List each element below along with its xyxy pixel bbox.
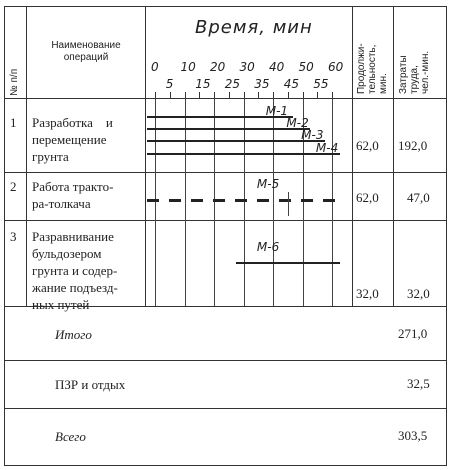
pzr-value: 32,5 [407, 376, 430, 391]
border-left [4, 6, 5, 466]
operation-header [30, 40, 142, 64]
operation-name-line: бульдозером [32, 246, 102, 261]
labor-value: 47,0 [407, 190, 430, 205]
gantt-bar-dash [279, 199, 291, 202]
duration-header-line2: тельность, [367, 44, 378, 94]
gantt-bar-dash [301, 199, 313, 202]
grand-total-label: Всего [55, 429, 86, 444]
row-num: 2 [10, 179, 17, 194]
gantt-gridline [332, 98, 333, 306]
header-divider [4, 98, 447, 99]
duration-header-line3: мин. [378, 73, 389, 94]
col-divider-num [26, 6, 27, 306]
labor-value: 192,0 [398, 138, 428, 153]
num-header: № п/п [9, 68, 20, 96]
border-right [446, 6, 447, 466]
labor-value: 32,0 [407, 286, 430, 301]
col-divider-duration [352, 6, 353, 306]
operation-name-line: перемещение [32, 132, 107, 147]
labor-header-line2: труда, [409, 65, 420, 94]
gantt-connector [288, 192, 289, 216]
tick-label-45: 45 [283, 77, 300, 91]
operation-name-line: Разравнивание [32, 229, 114, 244]
tick-label-30: 30 [239, 60, 255, 74]
tick-label-60: 60 [328, 60, 344, 74]
gantt-bar-dash [147, 199, 159, 202]
gantt-bar-label: М-6 [256, 240, 280, 254]
labor-header-line3: чел.-мин. [420, 50, 431, 94]
tick-label-5: 5 [165, 77, 174, 91]
gantt-bar-dash [169, 199, 181, 202]
tick-label-35: 35 [254, 77, 270, 91]
row-num: 3 [10, 229, 17, 244]
tick-mark [229, 92, 230, 98]
col-divider-name [145, 6, 146, 306]
operation-name-line: ра-толкача [32, 196, 91, 211]
operation-name [32, 178, 144, 212]
total2-divider [4, 408, 447, 409]
tick-label-40: 40 [269, 60, 285, 74]
gantt-bar-label: М-1 [265, 104, 289, 118]
gantt-bar [147, 153, 340, 155]
tick-label-0: 0 [151, 60, 159, 74]
gantt-bar-dash [257, 199, 269, 202]
gantt-bar-label: М-2 [286, 116, 309, 130]
col-divider-labor [393, 6, 394, 306]
gantt-bar-dash [213, 199, 225, 202]
row2-divider [4, 220, 447, 221]
operation-name-line: жание подъезд- [32, 280, 118, 295]
tick-label-50: 50 [298, 60, 314, 74]
operation-header-line1: Наименование [51, 40, 121, 51]
tick-mark [288, 92, 289, 98]
operation-name-line: грунта и содер- [32, 263, 118, 278]
tick-label-25: 25 [224, 77, 241, 91]
operation-name-line: грунта [32, 149, 69, 164]
tick-label-10: 10 [180, 60, 196, 74]
gantt-bar-dash [323, 199, 335, 202]
total1-divider [4, 360, 447, 361]
tick-mark [258, 92, 259, 98]
border-top [4, 6, 447, 7]
labor-header-line1: Затраты [398, 55, 409, 94]
pzr-label: ПЗР и отдых [55, 377, 126, 392]
gantt-bar [147, 140, 325, 142]
tick-label-20: 20 [210, 60, 226, 74]
border-bottom [4, 465, 447, 466]
tick-mark [199, 92, 200, 98]
tick-mark [170, 92, 171, 98]
gantt-bar-label: М-5 [256, 177, 280, 191]
gantt-bar-dash [235, 199, 247, 202]
operation-name-line: Разработка и [32, 115, 113, 130]
grand-total-value: 303,5 [398, 428, 428, 443]
total-label: Итого [55, 327, 92, 342]
operation-name [32, 228, 144, 313]
duration-value: 62,0 [356, 138, 379, 153]
gantt-bar-label: М-4 [315, 141, 339, 155]
duration-header-line1: Продолжи- [356, 43, 367, 94]
tick-label-15: 15 [195, 77, 211, 91]
gantt-bar [236, 262, 340, 264]
gantt-bar-dash [191, 199, 203, 202]
tick-mark [317, 92, 318, 98]
time-header: Время, мин [195, 17, 313, 38]
operation-name [32, 114, 144, 165]
tick-label-55: 55 [313, 77, 329, 91]
operation-header-line2: операций [63, 52, 109, 63]
duration-value: 32,0 [356, 286, 379, 301]
duration-value: 62,0 [356, 190, 379, 205]
total-value: 271,0 [398, 326, 428, 341]
operation-name-line: Работа тракто- [32, 179, 114, 194]
operation-name-line: ных путей [32, 297, 90, 312]
row-num: 1 [10, 115, 17, 130]
row1-divider [4, 172, 447, 173]
gantt-bar-label: М-3 [301, 128, 324, 142]
